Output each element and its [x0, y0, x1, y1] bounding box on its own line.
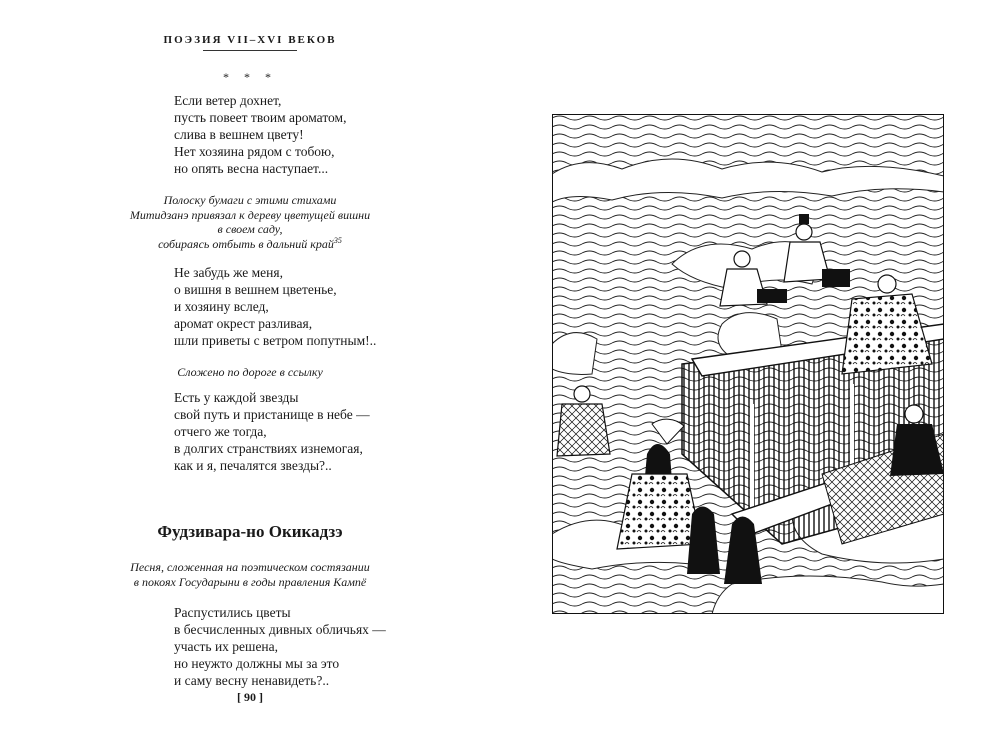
poem-1: [174, 92, 346, 177]
poem-line: Нет хозяина рядом с тобою,: [174, 144, 335, 159]
poem-line: Не забудь же меня,: [174, 265, 283, 280]
page-number: [ 90 ]: [237, 690, 263, 704]
cloud: [552, 333, 597, 375]
section-separator: * * *: [223, 70, 277, 84]
author-heading: Фудзивара-но Окикадзэ: [157, 522, 343, 541]
poem-line: Есть у каждой звезды: [174, 390, 299, 405]
poem-line: аромат окрест разливая,: [174, 316, 313, 331]
poem-2: [174, 264, 376, 349]
note-line: Песня, сложенная на поэтическом состязании: [130, 560, 370, 574]
woodblock-illustration: [552, 114, 944, 614]
poem-line: в долгих странствиях изнемогая,: [174, 441, 363, 456]
poem-line: но неужто должны мы за это: [174, 656, 340, 671]
poem-3: [174, 389, 370, 474]
poem-line: о вишня в вешнем цветенье,: [174, 282, 337, 297]
note-line: собираясь отбыть в дальний край: [158, 236, 334, 251]
poem-note-2: [100, 365, 400, 380]
note-line: Сложено по дороге в ссылку: [177, 365, 323, 379]
poem-note-3: [100, 560, 400, 589]
poem-line: отчего же тогда,: [174, 424, 267, 439]
poem-line: пусть повеет твоим ароматом,: [174, 110, 347, 125]
poem-line: слива в вешнем цвету!: [174, 127, 304, 142]
poem-4: [174, 604, 386, 689]
footnote-marker: 35: [333, 235, 342, 245]
running-head-rule: [203, 50, 297, 51]
poem-note-1: [100, 193, 400, 251]
poem-line: но опять весна наступает...: [174, 161, 329, 176]
poem-line: как и я, печалятся звезды?..: [174, 458, 332, 473]
poem-line: шли приветы с ветром попутным!..: [174, 333, 377, 348]
poem-line: в бесчисленных дивных обличьях —: [174, 622, 386, 637]
note-line: Митидзанэ привязал к дереву цветущей вишни: [129, 207, 371, 222]
right-page: [500, 0, 1000, 750]
poem-line: и саму весну ненавидеть?..: [174, 673, 330, 688]
writing-table: [822, 269, 850, 287]
poem-line: Распустились цветы: [174, 605, 291, 620]
note-line: в покоях Государыни в годы правления Кампё: [133, 574, 367, 589]
note-line: Полоску бумаги с этими стихами: [163, 193, 337, 207]
note-line: в своем саду,: [217, 222, 283, 236]
poem-line: свой путь и пристанище в небе —: [174, 407, 370, 422]
writing-table: [757, 289, 787, 303]
poem-line: участь их решена,: [174, 639, 279, 654]
poem-line: Если ветер дохнет,: [174, 93, 282, 108]
poem-line: и хозяину вслед,: [174, 299, 269, 314]
running-head: ПОЭЗИЯ VII–XVI ВЕКОВ: [163, 34, 337, 46]
